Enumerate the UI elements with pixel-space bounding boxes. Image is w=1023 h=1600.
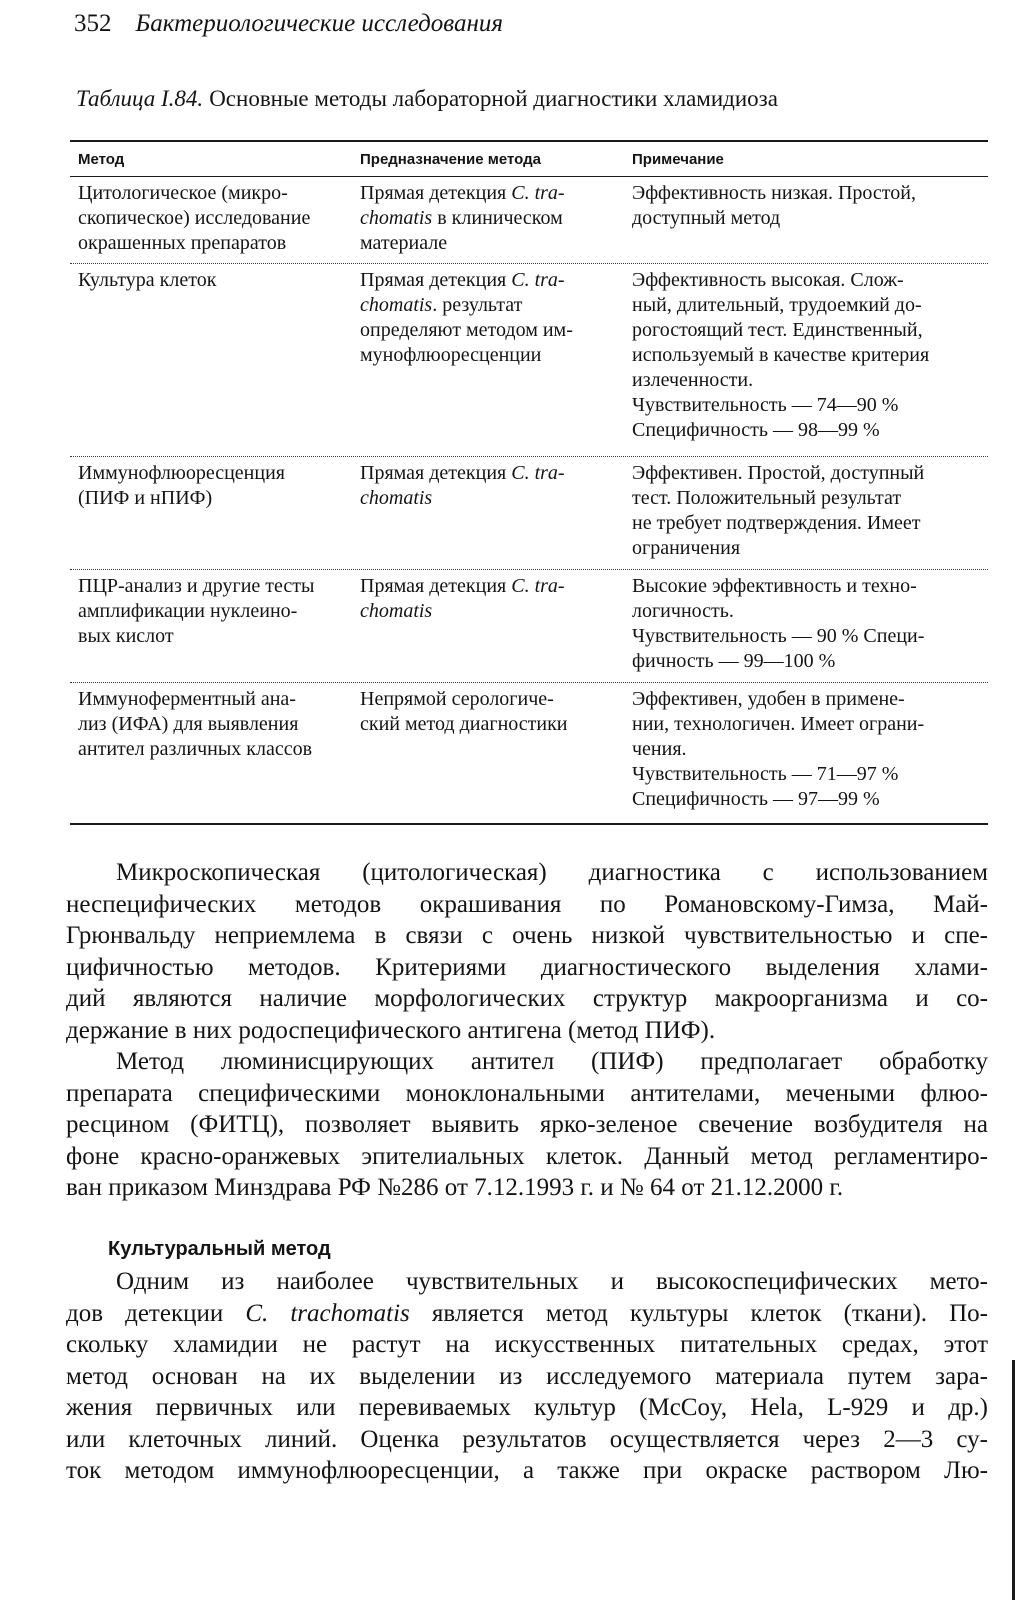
- cell-line: лиз (ИФА) для выявления: [78, 713, 299, 735]
- text-line: скольку хламидии не растут на искусственных питательных средах, этот: [66, 1331, 988, 1358]
- cell-line: Чувствительность — 71—97 %: [632, 763, 899, 785]
- cell-line: антител различных классов: [78, 738, 313, 760]
- cell-line: Цитологическое (микро-: [78, 182, 288, 204]
- cell-line: ПЦР-анализ и другие тесты: [78, 575, 315, 597]
- cell-line: окрашенных препаратов: [78, 232, 287, 254]
- cell-line: [360, 181, 626, 206]
- cell-line: Высокие эффективность и техно-: [632, 575, 917, 597]
- header-method: Метод: [78, 150, 125, 168]
- species-name: chomatis: [360, 487, 433, 509]
- cell-line: Чувствительность — 74—90 %: [632, 394, 899, 416]
- cell-line: ограничения: [632, 537, 741, 559]
- cell-method: [70, 461, 360, 569]
- cell-line: [360, 293, 626, 318]
- table-title: Основные методы лабораторной диагностики хламидиоза: [209, 86, 778, 111]
- cell-note: [626, 181, 988, 263]
- species-name: C. trachomatis: [245, 1299, 410, 1327]
- table-row: [70, 177, 988, 263]
- cell-line: Иммунофлюоресценция: [78, 462, 285, 484]
- paragraph-microscopy: [66, 857, 988, 1046]
- species-name: C. tra-: [511, 269, 565, 291]
- cell-text: Прямая детекция: [360, 462, 512, 484]
- cell-line: [360, 461, 626, 486]
- text-line: ток методом иммунофлюоресценции, а также при окраске раствором Лю-: [66, 1457, 988, 1484]
- cell-line: Специфичность — 98—99 %: [632, 419, 880, 441]
- text-span: дов детекции: [66, 1299, 246, 1327]
- cell-line: Эффективен, удобен в примене-: [632, 688, 905, 710]
- cell-line: вых кислот: [78, 625, 174, 647]
- species-name: C. tra-: [511, 575, 565, 597]
- cell-line: тест. Положительный результат: [632, 487, 902, 509]
- cell-purpose: [360, 574, 626, 682]
- cell-purpose: [360, 268, 626, 456]
- cell-line: Чувствительность — 90 % Специ-: [632, 625, 925, 647]
- species-name: C. tra-: [511, 462, 565, 484]
- cell-line: фичность — 99—100 %: [632, 650, 836, 672]
- text-line: дий являются наличие морфологических структур макроорганизма и со-: [66, 985, 988, 1012]
- text-line: цифичностью методов. Критериями диагностического выделения хлами-: [66, 953, 988, 981]
- species-name: chomatis: [360, 600, 433, 622]
- cell-line: [360, 206, 626, 231]
- species-name: chomatis: [360, 207, 433, 229]
- cell-line: ный, длительный, трудоемкий до-: [632, 294, 922, 316]
- cell-line: Эффективен. Простой, доступный: [632, 462, 925, 484]
- cell-line: чения.: [632, 738, 687, 760]
- cell-method: [70, 687, 360, 823]
- cell-line: рогостоящий тест. Единственный,: [632, 319, 923, 341]
- cell-method: [70, 181, 360, 263]
- text-line: Метод люминисцирующих антител (ПИФ) предполагает обработку: [116, 1048, 988, 1075]
- header-purpose: Предназначение метода: [360, 150, 541, 168]
- cell-line: определяют методом им-: [360, 319, 573, 341]
- paragraph-culture: [66, 1266, 988, 1487]
- cell-note: [626, 574, 988, 682]
- cell-text: Прямая детекция: [360, 182, 512, 204]
- cell-text: Прямая детекция: [360, 575, 512, 597]
- text-line: неспецифических методов окрашивания по Романовскому-Гимза, Май-: [66, 890, 988, 918]
- diagnostics-table: [70, 140, 988, 825]
- text-line: жения первичных или перевиваемых культур (McCoy, Hela, L-929 и др.): [66, 1394, 988, 1421]
- cell-purpose: [360, 181, 626, 263]
- text-line: [66, 1298, 988, 1330]
- cell-line: Специфичность — 97—99 %: [632, 788, 880, 810]
- cell-line: (ПИФ и нПИФ): [78, 487, 213, 509]
- cell-line: Иммуноферментный ана-: [78, 688, 296, 710]
- text-line: ресцином (ФИТЦ), позволяет выявить ярко-зеленое свечение возбудителя на: [66, 1111, 988, 1138]
- cell-line: логичность.: [632, 600, 734, 622]
- running-head: [74, 10, 503, 38]
- cell-line: Непрямой серологиче-: [360, 688, 554, 710]
- paragraph-pif: [66, 1046, 988, 1204]
- cell-line: Эффективность высокая. Слож-: [632, 269, 904, 291]
- cell-line: Эффективность низкая. Простой,: [632, 182, 916, 204]
- table-row: [70, 570, 988, 682]
- text-span: является метод культуры клеток (ткани). По-: [409, 1299, 988, 1327]
- text-line: Грюнвальду неприемлема в связи с очень низкой чувствительностью и спе-: [66, 922, 988, 949]
- species-name: C. tra-: [511, 182, 565, 204]
- species-name: chomatis: [360, 294, 433, 316]
- text-line: Одним из наиболее чувствительных и высокоспецифических мето-: [116, 1268, 988, 1295]
- text-line: ван приказом Минздрава РФ №286 от 7.12.1993 г. и № 64 от 21.12.2000 г.: [66, 1174, 844, 1201]
- text-line: препарата специфическими моноклональными антителами, мечеными флюо-: [66, 1079, 988, 1107]
- cell-line: излеченности.: [632, 369, 754, 391]
- text-line: или клеточных линий. Оценка результатов осуществляется через 2—3 су-: [66, 1425, 988, 1453]
- cell-method: [70, 268, 360, 456]
- section-heading: Культуральный метод: [108, 1238, 331, 1260]
- cell-text: в клиническом: [432, 207, 563, 229]
- table-row: [70, 457, 988, 569]
- cell-note: [626, 461, 988, 569]
- text-line: держание в них родоспецифического антигена (метод ПИФ).: [66, 1016, 716, 1044]
- cell-line: нии, технологичен. Имеет ограни-: [632, 713, 925, 735]
- table-header-row: [70, 142, 988, 176]
- running-title: Бактериологические исследования: [135, 10, 503, 37]
- cell-line: [360, 574, 626, 599]
- table-caption: [76, 86, 778, 112]
- cell-line: скопическое) исследование: [78, 207, 311, 229]
- cell-note: [626, 687, 988, 823]
- page-number: 352: [74, 10, 112, 37]
- text-line: фоне красно-оранжевых эпителиальных клеток. Данный метод регламентиро-: [66, 1142, 988, 1170]
- cell-line: мунофлюоресценции: [360, 344, 542, 366]
- cell-text: Прямая детекция: [360, 269, 512, 291]
- table-label: Таблица I.84.: [76, 86, 204, 111]
- table-bottom-rule: [70, 823, 988, 825]
- cell-line: амплификации нуклеино-: [78, 600, 298, 622]
- cell-purpose: [360, 461, 626, 569]
- cell-line: Культура клеток: [78, 269, 217, 291]
- table-row: [70, 683, 988, 823]
- table-row: [70, 264, 988, 456]
- cell-purpose: [360, 687, 626, 823]
- cell-method: [70, 574, 360, 682]
- cell-line: не требует подтверждения. Имеет: [632, 512, 921, 534]
- cell-line: доступный метод: [632, 207, 781, 229]
- scan-edge-mark: [1012, 1360, 1015, 1600]
- cell-line: ский метод диагностики: [360, 713, 568, 735]
- cell-text: . результат: [432, 294, 523, 316]
- cell-note: [626, 268, 988, 456]
- text-line: Микроскопическая (цитологическая) диагностика с использованием: [116, 859, 988, 886]
- cell-line: материале: [360, 232, 448, 254]
- cell-line: [360, 268, 626, 293]
- header-note: Примечание: [632, 150, 724, 168]
- cell-line: используемый в качестве критерия: [632, 344, 930, 366]
- text-line: метод основан на их выделении из исследуемого материала путем зара-: [66, 1362, 988, 1390]
